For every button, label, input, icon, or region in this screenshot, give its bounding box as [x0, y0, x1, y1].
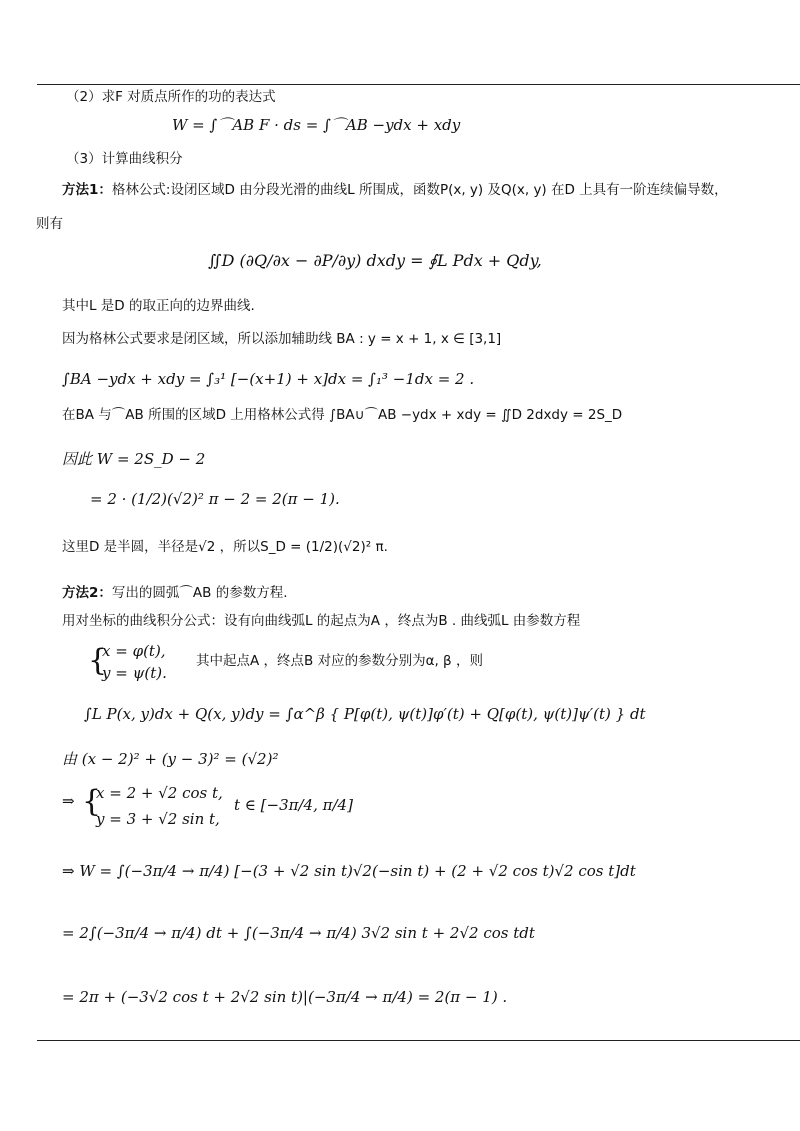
line-integral-formula: ∫L P(x, y)dx + Q(x, y)dy = ∫α^β { P[φ(t), ψ(t)]φ′(t) + Q[φ(t), ψ(t)]ψ′(t) } dt — [84, 705, 646, 723]
method-2-label: 方法2： — [62, 585, 112, 601]
green-theorem-statement: 格林公式:设闭区域D 由分段光滑的曲线L 所围成，函数P(x, y) 及Q(x, y) 在D 上具有一阶连续偏导数， — [111, 182, 728, 198]
param-endpoints-text: 其中起点A ，终点B 对应的参数分别为α, β ，则 — [196, 653, 483, 669]
method-1-line — [62, 181, 728, 199]
param-range: t ∈ [−3π/4, π/4] — [234, 796, 353, 814]
green-applied-text: 在BA 与⌒AB 所围的区域D 上用格林公式得 ∫BA∪⌒AB −ydx + xdy = ∬D 2dxdy = 2S_D — [62, 407, 623, 423]
integral-along-BA: ∫BA −ydx + xdy = ∫₃¹ [−(x+1) + x]dx = ∫₁³ −1dx = 2 . — [62, 370, 475, 388]
parametric-system: { x = φ(t), y = ψ(t). — [88, 642, 167, 682]
work-expression: W = ∫⌒AB F · ds = ∫⌒AB −ydx + xdy — [172, 116, 461, 134]
top-rule — [37, 84, 800, 85]
circle-equation: 由 (x − 2)² + (y − 3)² = (√2)² — [62, 750, 279, 768]
bottom-rule — [37, 1040, 800, 1041]
work-integral: ⇒ W = ∫(−3π/4 → π/4) [−(3 + √2 sin t)√2(−sin t) + (2 + √2 cos t)√2 cos t]dt — [62, 862, 636, 880]
param-y-circle: y = 3 + √2 sin t, — [96, 810, 220, 828]
work-result-2: = 2 · (1/2)(√2)² π − 2 = 2(π − 1). — [90, 490, 340, 508]
param-x: x = φ(t), — [102, 642, 166, 660]
auxiliary-line-text: 因为格林公式要求是闭区域，所以添加辅助线 BA : y = x + 1, x ∈ [3,1] — [62, 331, 502, 347]
circle-parametrization: ⇒ { x = 2 + √2 cos t, y = 3 + √2 sin t, t ∈ [−3π/4, π/4] — [62, 784, 353, 828]
then-text: 则有 — [36, 216, 63, 232]
param-y: y = ψ(t). — [102, 664, 167, 682]
work-integral-split: = 2∫(−3π/4 → π/4) dt + ∫(−3π/4 → π/4) 3√2 sin t + 2√2 cos tdt — [62, 924, 535, 942]
step-3-heading: （3）计算曲线积分 — [66, 151, 183, 167]
green-formula: ∬D (∂Q/∂x − ∂P/∂y) dxdy = ∮L Pdx + Qdy, — [208, 251, 542, 270]
method-2-line — [62, 584, 288, 602]
boundary-note: 其中L 是D 的取正向的边界曲线. — [62, 298, 255, 314]
work-final-result: = 2π + (−3√2 cos t + 2√2 sin t)|(−3π/4 → π/4) = 2(π − 1) . — [62, 988, 508, 1006]
line-integral-formula-text: 用对坐标的曲线积分公式：设有向曲线弧L 的起点为A ，终点为B . 曲线弧L 由参数方程 — [62, 613, 581, 629]
param-x-circle: x = 2 + √2 cos t, — [96, 784, 223, 802]
method-2-description: 写出的圆弧⌒AB 的参数方程. — [111, 585, 288, 601]
semicircle-area-text: 这里D 是半圆，半径是√2 ，所以S_D = (1/2)(√2)² π. — [62, 539, 388, 555]
work-result-1: 因此 W = 2S_D − 2 — [62, 450, 206, 468]
step-2-heading: （2）求F 对质点所作的功的表达式 — [66, 89, 276, 105]
method-1-label: 方法1： — [62, 182, 112, 198]
